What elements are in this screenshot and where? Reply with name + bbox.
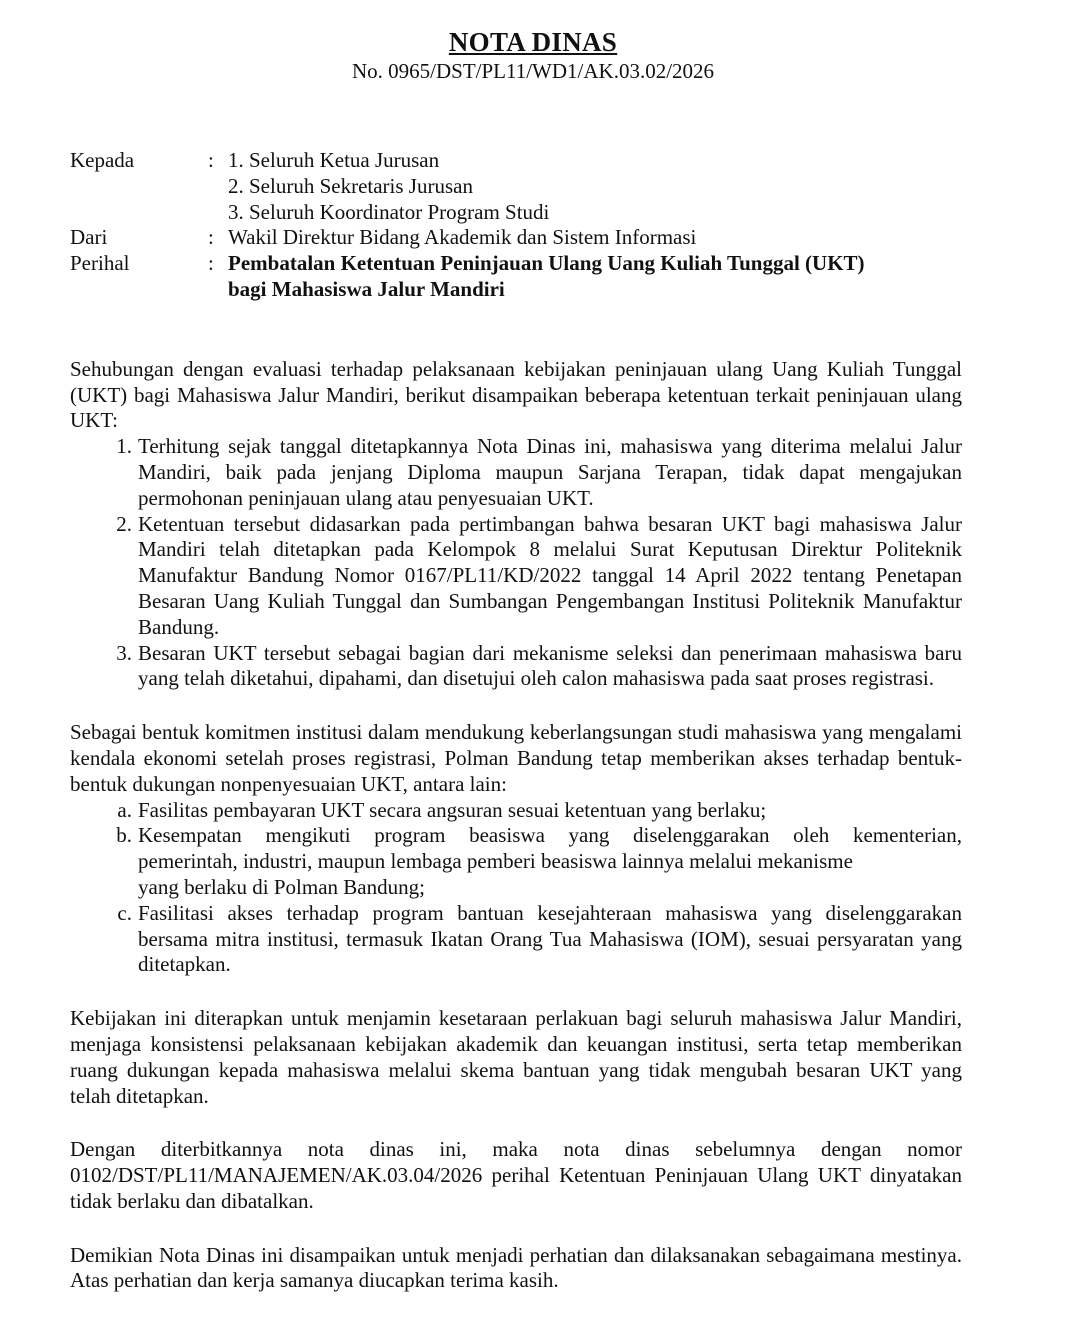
title-block xyxy=(104,0,962,84)
list-item xyxy=(70,512,962,641)
intro-paragraph: Sehubungan dengan evaluasi terhadap pelaksanaan kebijakan peninjauan ulang Uang Kuliah Tunggal (UKT) bagi Mahasiswa Jalur Mandiri, berikut disampaikan beberapa ketentuan terkait peninjauan ulang UKT: xyxy=(70,356,962,433)
recipient-item: 3. Seluruh Koordinator Program Studi xyxy=(228,199,550,224)
list-item-text: Ketentuan tersebut didasarkan pada pertimbangan bahwa besaran UKT bagi mahasiswa Jalur Mandiri telah ditetapkan pada Kelompok 8 melalui Surat Keputusan Direktur Politeknik Manufaktur Bandung Nomor 0167/PL11/KD/2022 tanggal 14 April 2022 tentang Penetapan Besaran Uang Kuliah Tunggal dan Sumbangan Pengembangan Institusi Politeknik Manufaktur Bandung. xyxy=(138,511,962,639)
list-item-line: pemerintah, industri, maupun lembaga pemberi beasiswa lainnya melalui mekanisme xyxy=(138,849,853,874)
list-marker: a. xyxy=(117,797,132,822)
list-marker: b. xyxy=(116,823,132,848)
header-table xyxy=(70,148,962,303)
perihal-colon: : xyxy=(208,251,214,276)
list-item-text: Terhitung sejak tanggal ditetapkannya Nota Dinas ini, mahasiswa yang diterima melalui Jalur Mandiri, baik pada jenjang Diploma maupun Sarjana Terapan, tidak dapat mengajukan permohonan peninjauan ulang atau penyesuaian UKT. xyxy=(138,434,962,510)
support-intro-paragraph: Sebagai bentuk komitmen institusi dalam mendukung keberlangsungan studi mahasiswa yang mengalami kendala ekonomi setelah proses registrasi, Polman Bandung tetap memberikan akses terhadap bentuk-bentuk dukungan nonpenyesuaian UKT, antara lain: xyxy=(70,720,962,796)
list-item xyxy=(70,823,962,900)
list-marker: 1. xyxy=(116,434,132,459)
kepada-row xyxy=(70,148,962,225)
list-item-line: yang berlaku di Polman Bandung; xyxy=(138,874,425,899)
dari-colon: : xyxy=(208,225,214,250)
list-item-text: Fasilitasi akses terhadap program bantuan kesejahteraan mahasiswa yang diselenggarakan bersama mitra institusi, termasuk Ikatan Orang Tua Mahasiswa (IOM), sesuai persyaratan yang ditetapkan. xyxy=(138,900,962,977)
list-item xyxy=(70,798,962,824)
list-item xyxy=(70,434,962,511)
support-list xyxy=(70,798,962,979)
kepada-value xyxy=(228,148,962,225)
recipient-item: 2. Seluruh Sekretaris Jurusan xyxy=(228,173,473,198)
perihal-label: Perihal xyxy=(70,251,130,276)
perihal-line: bagi Mahasiswa Jalur Mandiri xyxy=(228,276,505,301)
document-title: NOTA DINAS xyxy=(448,27,618,57)
list-item-text: Besaran UKT tersebut sebagai bagian dari mekanisme seleksi dan penerimaan mahasiswa baru yang telah diketahui, dipahami, dan disetujui oleh calon mahasiswa pada saat proses registrasi. xyxy=(138,640,962,691)
cancellation-paragraph: Dengan diterbitkannya nota dinas ini, maka nota dinas sebelumnya dengan nomor 0102/DST/PL11/MANAJEMEN/AK.03.04/2026 perihal Ketentuan Peninjauan Ulang UKT dinyatakan tidak berlaku dan dibatalkan. xyxy=(70,1137,962,1213)
perihal-line: Pembatalan Ketentuan Peninjauan Ulang Uang Kuliah Tunggal (UKT) xyxy=(228,251,865,276)
list-item-line: Kesempatan mengikuti program beasiswa yang diselenggarakan oleh kementerian, xyxy=(138,823,962,848)
kepada-colon: : xyxy=(208,148,214,172)
dari-label: Dari xyxy=(70,225,108,250)
document-number: No. 0965/DST/PL11/WD1/AK.03.02/2026 xyxy=(351,59,715,83)
provisions-list xyxy=(70,434,962,692)
dari-row xyxy=(70,225,962,251)
list-item xyxy=(70,901,962,978)
list-marker: c. xyxy=(117,900,132,925)
recipient-item: 1. Seluruh Ketua Jurusan xyxy=(228,148,440,172)
list-item xyxy=(70,641,962,693)
list-marker: 2. xyxy=(116,511,132,536)
kepada-label: Kepada xyxy=(70,148,135,172)
list-item-text: Fasilitas pembayaran UKT secara angsuran sesuai ketentuan yang berlaku; xyxy=(138,797,767,822)
dari-value: Wakil Direktur Bidang Akademik dan Sistem Informasi xyxy=(228,225,697,250)
perihal-value xyxy=(228,251,962,303)
closing-paragraph: Demikian Nota Dinas ini disampaikan untuk menjadi perhatian dan dilaksanakan sebagaimana mestinya. Atas perhatian dan kerja samanya diucapkan terima kasih. xyxy=(70,1242,962,1293)
perihal-row xyxy=(70,251,962,303)
list-marker: 3. xyxy=(116,640,132,665)
policy-paragraph: Kebijakan ini diterapkan untuk menjamin kesetaraan perlakuan bagi seluruh mahasiswa Jalur Mandiri, menjaga konsistensi pelaksanaan kebijakan akademik dan keuangan institusi, serta tetap memberikan ruang dukungan kepada mahasiswa melalui skema bantuan yang tidak mengubah besaran UKT yang telah ditetapkan. xyxy=(70,1006,962,1108)
